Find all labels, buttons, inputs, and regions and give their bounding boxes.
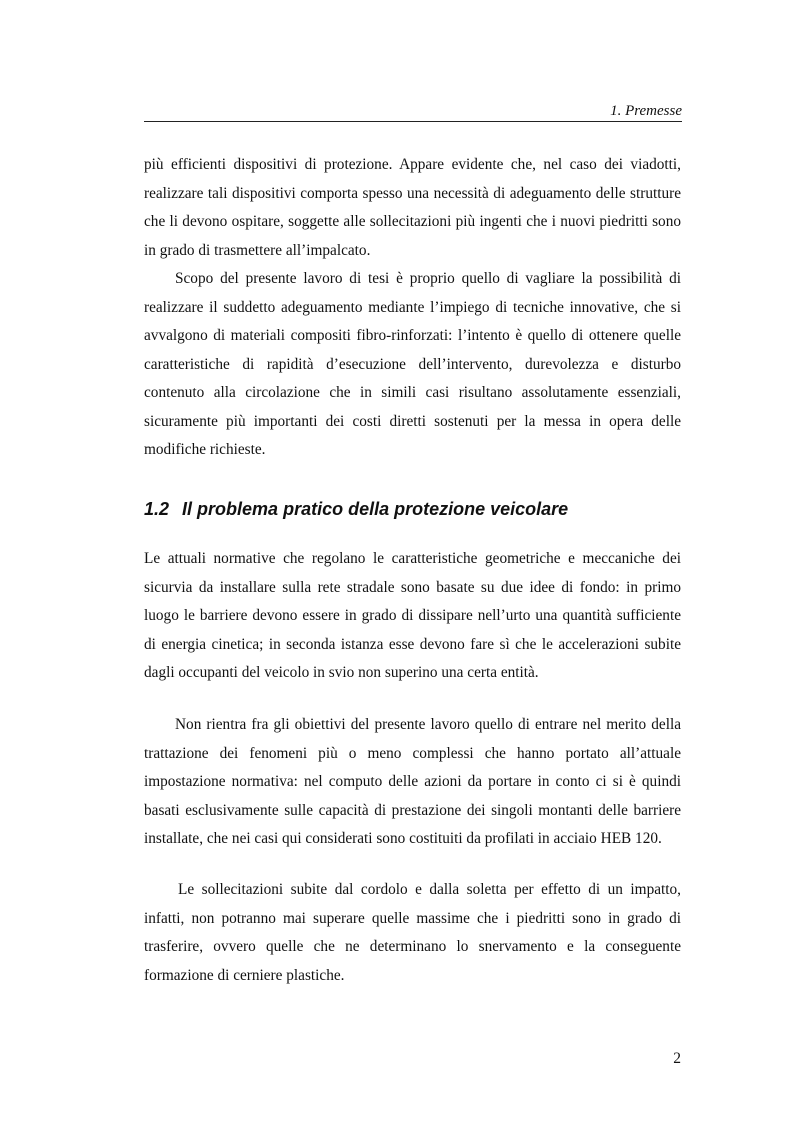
section-heading (144, 497, 568, 521)
paragraph-2: Scopo del presente lavoro di tesi è proprio quello di vagliare la possibilità di realizzare il suddetto adeguamento mediante l’impiego di tecniche innovative, che si avvalgono di materiali compositi fibro-rinforzati: l’intento è quello di ottenere quelle caratteristiche di rapidità d’esecuzione dell’intervento, durevolezza e disturbo contenuto alla circolazione che in simili casi risultano assolutamente essenziali, sicuramente più importanti dei costi diretti sostenuti per la messa in opera delle modifiche richieste. (144, 270, 681, 458)
page-number: 2 (673, 1050, 681, 1067)
section-number: 1.2 (144, 499, 170, 519)
paragraph-1: più efficienti dispositivi di protezione. Appare evidente che, nel caso dei viadotti, realizzare tali dispositivi comporta spesso una necessità di adeguamento delle strutture che li devono ospitare, soggette alle sollecitazioni più ingenti che i nuovi piedritti sono in grado di trasmettere all’impalcato. (144, 156, 681, 259)
running-header-title: 1. Premesse (610, 103, 682, 119)
running-header (144, 101, 682, 122)
paragraph-4: Non rientra fra gli obiettivi del presente lavoro quello di entrare nel merito della trattazione dei fenomeni più o meno complessi che hanno portato all’attuale impostazione normativa: nel computo delle azioni da portare in conto ci si è quindi basati esclusivamente sulle capacità di prestazione dei singoli montanti delle barriere installate, che nei casi qui considerati sono costituiti da profilati in acciaio HEB 120. (144, 716, 681, 847)
paragraph-3: Le attuali normative che regolano le caratteristiche geometriche e meccaniche dei sicurvia da installare sulla rete stradale sono basate su due idee di fondo: in primo luogo le barriere devono essere in grado di dissipare nell’urto una quantità sufficiente di energia cinetica; in seconda istanza esse devono fare sì che le accelerazioni subite dagli occupanti del veicolo in svio non superino una certa entità. (144, 550, 681, 681)
section-title: Il problema pratico della protezione veicolare (182, 499, 569, 519)
paragraph-5: Le sollecitazioni subite dal cordolo e dalla soletta per effetto di un impatto, infatti, non potranno mai superare quelle massime che i piedritti sono in grado di trasferire, ovvero quelle che ne determinano lo snervamento e la conseguente formazione di cerniere plastiche. (144, 881, 681, 984)
